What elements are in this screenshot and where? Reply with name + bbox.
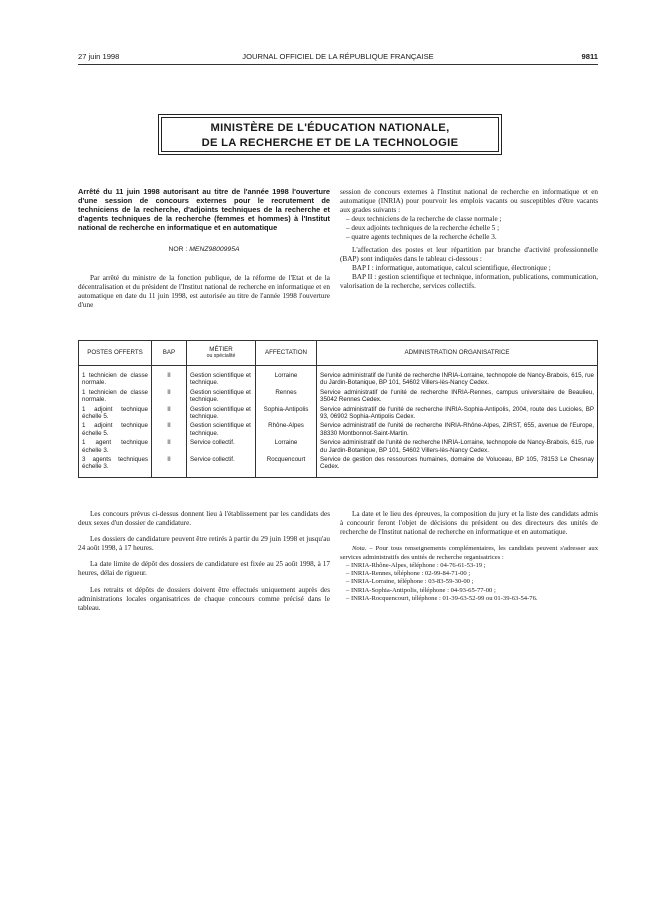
contact-item: – INRIA-Sophia-Antipolis, téléphone : 04-93-65-77-00 ; <box>346 586 496 594</box>
cell-postes: 3 agents techniques échelle 3. <box>79 454 152 477</box>
cell-affectation: Sophia-Antipolis <box>256 404 317 421</box>
contact-item: – INRIA-Rennes, téléphone : 02-99-84-71-00 ; <box>346 570 471 578</box>
nota <box>340 545 598 562</box>
ministry-box-inner <box>161 117 499 152</box>
cell-affectation: Rocquencourt <box>256 454 317 477</box>
table-row <box>79 404 598 421</box>
ministry-line-2: DE LA RECHERCHE ET DE LA TECHNOLOGIE <box>201 137 459 149</box>
header-affectation: AFFECTATION <box>256 341 317 366</box>
page-number: 9811 <box>581 52 598 61</box>
bap-2: BAP II : gestion scientifique et technique, information, publications, communication, valorisation de la recherche, services collectifs. <box>340 272 598 290</box>
table-row <box>79 420 598 437</box>
cell-postes: 1 agent technique échelle 3. <box>79 437 152 454</box>
contact-item: – INRIA-Rocquencourt, téléphone : 01-39-63-52-99 ou 01-39-63-54-76. <box>346 595 538 603</box>
header-metier-label: MÉTIER <box>209 345 233 353</box>
cell-bap: II <box>152 454 187 477</box>
cell-administration: Service administratif de l'unité de recherche INRIA-Rennes, campus universitaire de Beaulieu, 35042 Rennes Cedex. <box>317 387 598 404</box>
journal-title: JOURNAL OFFICIEL DE LA RÉPUBLIQUE FRANÇAISE <box>242 52 434 61</box>
cell-affectation: Lorraine <box>256 366 317 387</box>
cell-metier: Gestion scientifique et technique. <box>187 404 256 421</box>
nota-label: Nota. <box>352 545 367 553</box>
cell-bap: II <box>152 437 187 454</box>
cell-metier: Service collectif. <box>187 437 256 454</box>
cell-metier: Gestion scientifique et technique. <box>187 387 256 404</box>
cell-postes: 1 technicien de classe normale. <box>79 366 152 387</box>
nor-label: NOR : <box>168 245 188 253</box>
right-column-bottom <box>340 510 598 603</box>
nor-reference <box>78 245 330 254</box>
cell-administration: Service administratif de l'unité de recherche INRIA-Rhône-Alpes, ZIRST, 655, avenue de l'Europe, 38330 Montbonnot-Saint-Martin. <box>317 420 598 437</box>
cell-bap: II <box>152 404 187 421</box>
cell-metier: Gestion scientifique et technique. <box>187 366 256 387</box>
ministry-line-1: MINISTÈRE DE L'ÉDUCATION NATIONALE, <box>210 122 450 134</box>
nota-text: – Pour tous renseignements complémentaires, les candidats peuvent s'adresser aux services administratifs des unités de recherche organisatrices : <box>340 545 598 561</box>
cell-administration: Service de gestion des ressources humaines, domaine de Voluceau, BP 105, 78153 Le Chesnay Cedex. <box>317 454 598 477</box>
grade-item: – deux techniciens de la recherche de classe normale ; <box>346 215 502 224</box>
cell-bap: II <box>152 387 187 404</box>
postes-table <box>78 340 598 478</box>
issue-date: 27 juin 1998 <box>78 52 120 61</box>
table-row <box>79 387 598 404</box>
table-row <box>79 437 598 454</box>
cell-administration: Service administratif de l'unité de recherche INRIA-Sophia-Antipolis, 2004, route des Lucioles, BP 93, 06902 Sophia-Antipolis Cedex. <box>317 404 598 421</box>
cell-affectation: Rennes <box>256 387 317 404</box>
arrete-continuation: session de concours externes à l'Institut national de recherche en informatique et en automatique (INRIA) pour pourvoir les emplois vacants ou susceptibles d'être vacants aux grades suivants : <box>340 188 598 215</box>
bap-1: BAP I : informatique, automatique, calcul scientifique, électronique ; <box>352 263 551 272</box>
arrete-title: Arrêté du 11 juin 1998 autorisant au titre de l'année 1998 l'ouverture d'une session de concours externes pour le recrutement de techniciens de la recherche, d'adjoints techniques de la recherche et d'agents techniques de la recherche (femmes et hommes) à l'Institut national de recherche en informatique et en automatique <box>78 187 330 232</box>
body-paragraph: Les dossiers de candidature peuvent être retirés à partir du 29 juin 1998 et jusqu'au 24 août 1998, à 17 heures. <box>78 535 330 553</box>
cell-bap: II <box>152 420 187 437</box>
ministry-box <box>158 114 502 155</box>
header-metier-sub: ou spécialité <box>206 353 236 359</box>
cell-administration: Service administratif de l'unité de recherche INRIA-Lorraine, technopole de Nancy-Brabois, 615, rue du Jardin-Botanique, BP 101, 54602 Villers-lès-Nancy Cedex. <box>317 366 598 387</box>
contact-item: – INRIA-Lorraine, téléphone : 03-83-59-30-00 ; <box>346 578 474 586</box>
grade-item: – quatre agents techniques de la recherche échelle 3. <box>346 233 497 242</box>
contacts-list <box>340 562 598 603</box>
cell-metier: Service collectif. <box>187 454 256 477</box>
nor-value: MENZ9800995A <box>189 245 240 253</box>
table-row <box>79 366 598 387</box>
bap-intro: L'affectation des postes et leur répartition par branche d'activité professionnelle (BAP) sont indiquées dans le tableau ci-dessous : <box>340 245 598 263</box>
cell-postes: 1 adjoint technique échelle 5. <box>79 404 152 421</box>
cell-bap: II <box>152 366 187 387</box>
table-row <box>79 454 598 477</box>
cell-postes: 1 technicien de classe normale. <box>79 387 152 404</box>
body-paragraph: Les retraits et dépôts de dossiers doivent être effectués uniquement auprès des administrations locales organisatrices de chaque concours comme précisé dans le tableau. <box>78 585 330 612</box>
cell-postes: 1 adjoint technique échelle 5. <box>79 420 152 437</box>
left-column-top <box>78 188 330 310</box>
arrete-intro: Par arrêté du ministre de la fonction publique, de la réforme de l'Etat et de la décentralisation et du président de l'Institut national de recherche en informatique et en automatique en date du 11 juin 1998, est autorisée au titre de l'année 1998 l'ouverture d'une <box>78 273 330 309</box>
left-column-bottom <box>78 510 330 620</box>
jury-paragraph: La date et le lieu des épreuves, la composition du jury et la liste des candidats admis à concourir feront l'objet de décisions du président ou des directeurs des unités de recherche de l'Institut national de recherche en informatique et en automatique. <box>340 510 598 537</box>
grade-item: – deux adjoints techniques de la recherche échelle 5 ; <box>346 224 500 233</box>
header-rule <box>78 64 598 65</box>
cell-affectation: Lorraine <box>256 437 317 454</box>
contact-item: – INRIA-Rhône-Alpes, téléphone : 04-76-61-53-19 ; <box>346 561 486 569</box>
header-administration: ADMINISTRATION ORGANISATRICE <box>317 341 598 366</box>
table-header-row <box>79 341 598 366</box>
header-metier <box>187 341 256 366</box>
cell-metier: Gestion scientifique et technique. <box>187 420 256 437</box>
cell-affectation: Rhône-Alpes <box>256 420 317 437</box>
grades-list <box>340 215 598 242</box>
header-bap: BAP <box>152 341 187 366</box>
cell-administration: Service administratif de l'unité de recherche INRIA-Lorraine, technopole de Nancy-Brabois, 615, rue du Jardin-Botanique, BP 101, 54602 Villers-lès-Nancy Cedex. <box>317 437 598 454</box>
right-column-top <box>340 188 598 291</box>
body-paragraph: Les concours prévus ci-dessus donnent lieu à l'établissement par les candidats des deux sexes d'un dossier de candidature. <box>78 510 330 528</box>
header-postes: POSTES OFFERTS <box>79 341 152 366</box>
body-paragraph: La date limite de dépôt des dossiers de candidature est fixée au 25 août 1998, à 17 heures, délai de rigueur. <box>78 560 330 578</box>
